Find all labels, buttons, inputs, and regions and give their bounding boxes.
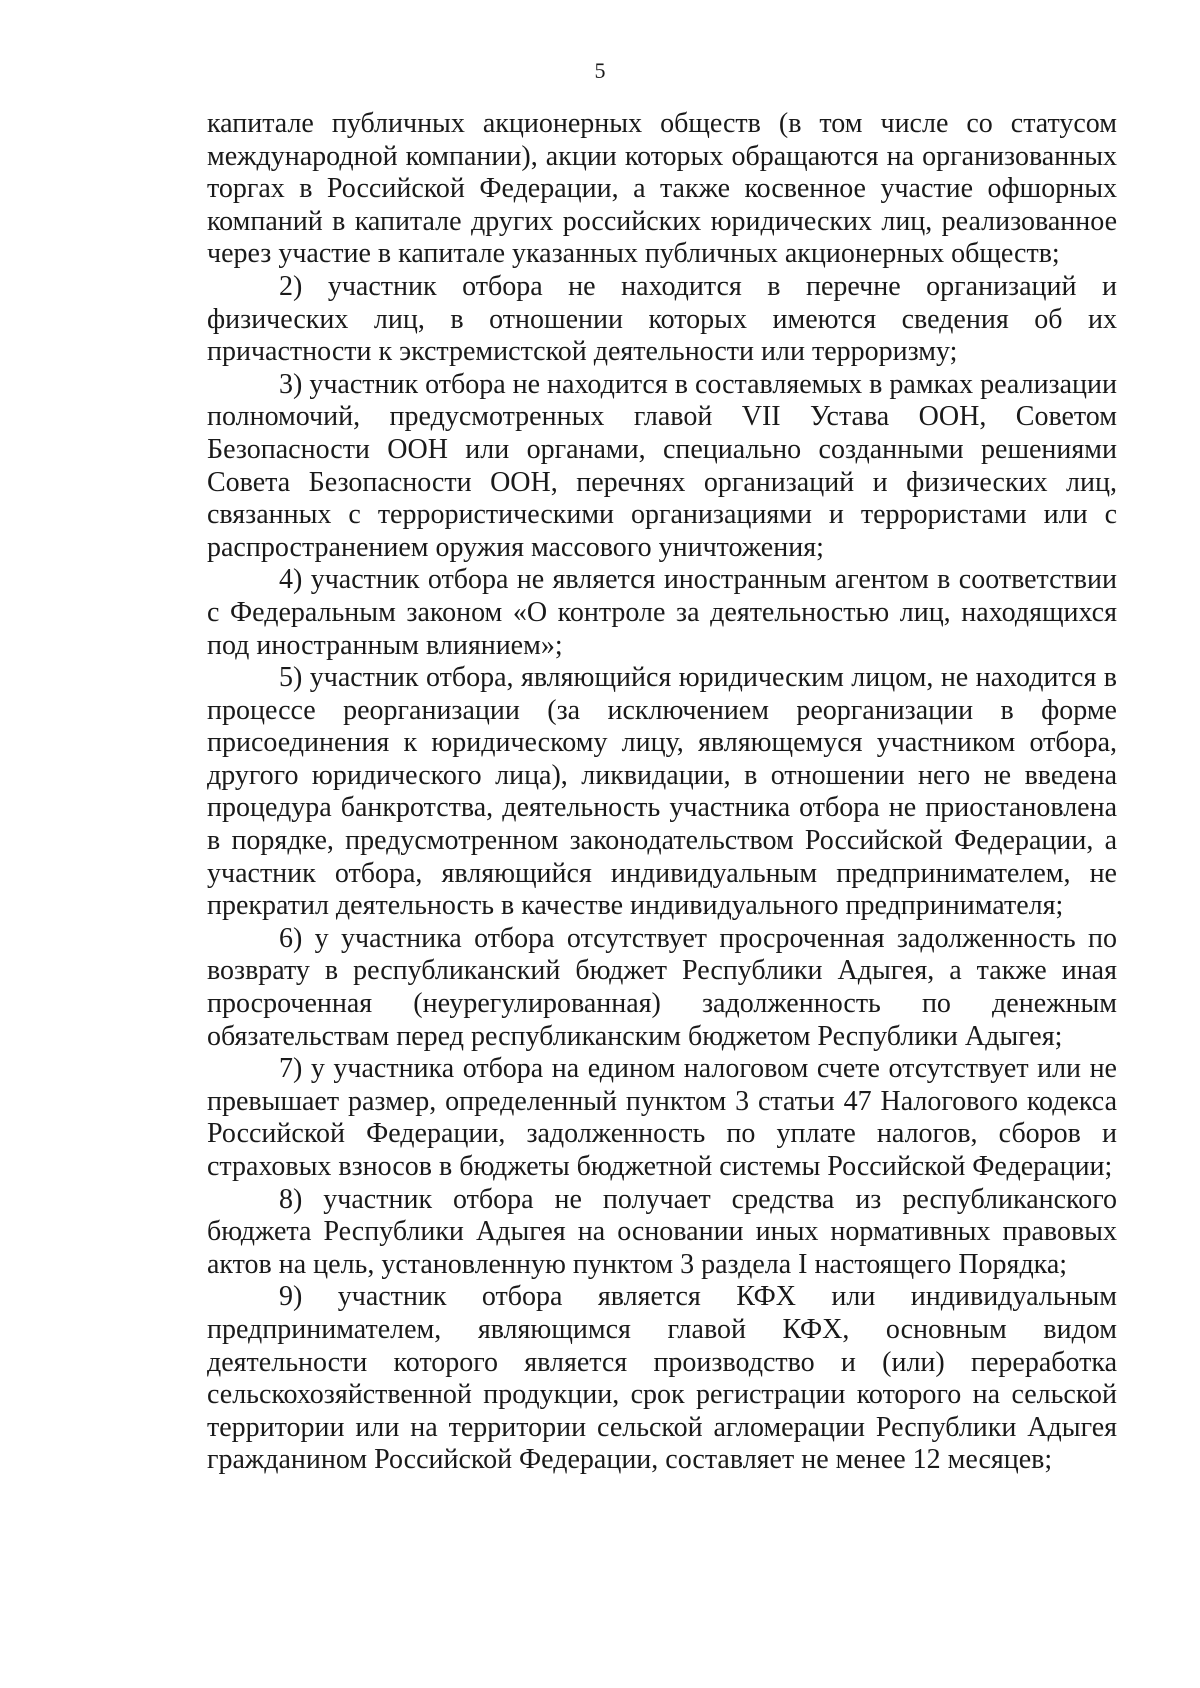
paragraph-item-3: 3) участник отбора не находится в составляемых в рамках реализации полномочий, предусмотренных главой VII Устава ООН, Советом Безопасности ООН или органами, специально созданными решениями Совета Безопасности ООН, перечнях организаций и физических лиц, связанных с террористическими организациями и террористами или с распространением оружия массового уничтожения;: [207, 368, 1117, 563]
paragraph-item-2: 2) участник отбора не находится в перечне организаций и физических лиц, в отношении которых имеются сведения об их причастности к экстремистской деятельности или терроризму;: [207, 270, 1117, 368]
paragraph-item-8: 8) участник отбора не получает средства из республиканского бюджета Республики Адыгея на основании иных нормативных правовых актов на цель, установленную пунктом 3 раздела I настоящего Порядка;: [207, 1183, 1117, 1280]
paragraph-item-4: 4) участник отбора не является иностранным агентом в соответствии с Федеральным законом «О контроле за деятельностью лиц, находящихся под иностранным влиянием»;: [207, 564, 1117, 661]
page-number: 5: [594, 58, 606, 83]
paragraph-item-9: 9) участник отбора является КФХ или индивидуальным предпринимателем, являющимся главой КФХ, основным видом деятельности которого является производство и (или) переработка сельскохозяйственной продукции, срок регистрации которого на сельской территории или на территории сельской агломерации Республики Адыгея гражданином Российской Федерации, составляет не менее 12 месяцев;: [207, 1281, 1117, 1476]
paragraph-continuation: капитале публичных акционерных обществ (в том числе со статусом международной компании), акции которых обращаются на организованных торгах в Российской Федерации, а также косвенное участие офшорных компаний в капитале других российских юридических лиц, реализованное через участие в капитале указанных публичных акционерных обществ;: [207, 108, 1117, 270]
paragraph-item-5: 5) участник отбора, являющийся юридическим лицом, не находится в процессе реорганизации (за исключением реорганизации в форме присоединения к юридическому лицу, являющемуся участником отбора, другого юридического лица), ликвидации, в отношении него не введена процедура банкротства, деятельность участника отбора не приостановлена в порядке, предусмотренном законодательством Российской Федерации, а участник отбора, являющийся индивидуальным предпринимателем, не прекратил деятельность в качестве индивидуального предпринимателя;: [207, 662, 1117, 922]
document-body: [207, 108, 1117, 1477]
paragraph-item-6: 6) у участника отбора отсутствует просроченная задолженность по возврату в республиканский бюджет Республики Адыгея, а также иная просроченная (неурегулированная) задолженность по денежным обязательствам перед республиканским бюджетом Республики Адыгея;: [207, 922, 1117, 1052]
paragraph-item-7: 7) у участника отбора на едином налоговом счете отсутствует или не превышает размер, определенный пунктом 3 статьи 47 Налогового кодекса Российской Федерации, задолженность по уплате налогов, сборов и страховых взносов в бюджеты бюджетной системы Российской Федерации;: [207, 1053, 1117, 1182]
